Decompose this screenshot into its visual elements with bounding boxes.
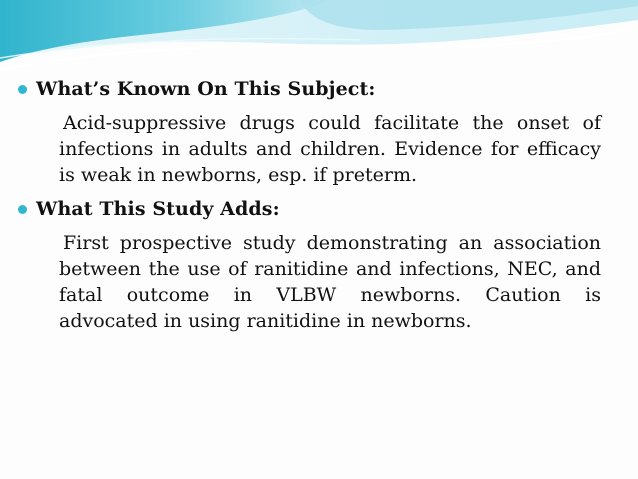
- paragraph-line: between the use of ranitidine and infections, NEC, and: [59, 258, 601, 280]
- section-adds-paragraph: [59, 230, 601, 334]
- bullet-icon: [18, 205, 27, 214]
- paragraph-line: fatal outcome in VLBW newborns. Caution is: [59, 284, 601, 306]
- paragraph-line: infections in adults and children. Evidence for efficacy: [59, 138, 601, 160]
- paragraph-line: advocated in using ranitidine in newborns.: [59, 310, 472, 332]
- paragraph-line: Acid-suppressive drugs could facilitate the onset of: [63, 112, 601, 134]
- section-adds-heading: [18, 198, 280, 220]
- bullet-icon: [18, 85, 27, 94]
- heading-text: What’s Known On This Subject:: [36, 78, 376, 100]
- heading-text: What This Study Adds:: [36, 198, 280, 220]
- section-known-paragraph: [59, 110, 601, 188]
- header-wave-decoration: [0, 0, 638, 80]
- paragraph-line: First prospective study demonstrating an association: [63, 232, 601, 254]
- section-known-heading: [18, 78, 375, 100]
- paragraph-line: is weak in newborns, esp. if preterm.: [59, 164, 417, 186]
